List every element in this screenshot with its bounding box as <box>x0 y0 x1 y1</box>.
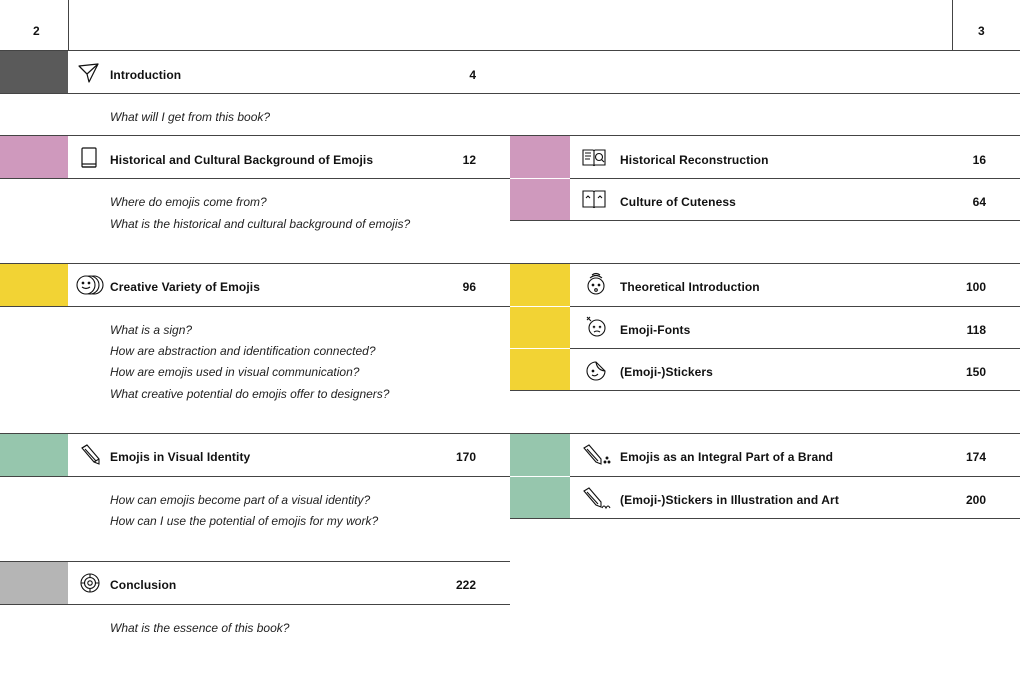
section-page-visual-identity: 170 <box>455 450 476 464</box>
question: What is a sign? <box>110 323 193 337</box>
right-page-divider <box>952 0 953 50</box>
chapter-rule <box>570 348 1020 349</box>
chapter-rule <box>570 178 1020 179</box>
conclusion-rule <box>0 604 510 605</box>
chapter-rule <box>510 220 1020 221</box>
section-page-historical: 12 <box>462 153 476 167</box>
chapter-page: 118 <box>966 323 986 337</box>
historical-rule-left <box>0 178 510 179</box>
book-icon <box>77 146 101 170</box>
question: What will I get from this book? <box>110 110 271 124</box>
right-page-number: 3 <box>978 24 985 38</box>
chapter-title[interactable]: Theoretical Introduction <box>620 280 760 294</box>
stacked-smileys-icon <box>75 273 105 297</box>
visual-bottom-rule <box>0 561 510 562</box>
chapter-rule <box>570 306 1020 307</box>
conclusion-color-bar <box>0 562 68 604</box>
creative-color-bar <box>0 264 68 306</box>
creative-rule-left <box>0 306 510 307</box>
chapter-title[interactable]: (Emoji-)Stickers <box>620 365 713 379</box>
section-page-conclusion: 222 <box>455 578 476 592</box>
chapter-divider <box>510 476 570 477</box>
section-title-conclusion[interactable]: Conclusion <box>110 578 177 592</box>
question: How are emojis used in visual communication? <box>110 365 360 379</box>
open-book-cute-icon <box>582 187 606 211</box>
visual-rule-left <box>0 476 510 477</box>
question: What is the essence of this book? <box>110 621 290 635</box>
thinking-face-icon <box>584 272 608 296</box>
dizzy-face-icon <box>584 314 608 338</box>
chapter-title[interactable]: Emojis as an Integral Part of a Brand <box>620 450 834 464</box>
question: How can I use the potential of emojis for my work? <box>110 514 379 528</box>
chapter-rule <box>510 390 1020 391</box>
chapter-divider <box>510 178 570 179</box>
question: How are abstraction and identification connected? <box>110 344 376 358</box>
book-magnifier-icon <box>582 145 606 169</box>
left-page-number: 2 <box>33 24 40 38</box>
chapter-page: 200 <box>965 493 986 507</box>
intro-color-bar <box>0 51 68 93</box>
chapter-page: 174 <box>965 450 986 464</box>
section-page-creative: 96 <box>462 280 476 294</box>
left-page-divider <box>68 0 69 50</box>
section-title-visual-identity[interactable]: Emojis in Visual Identity <box>110 450 251 464</box>
chapter-page: 16 <box>972 153 986 167</box>
section-title-historical[interactable]: Historical and Cultural Background of Emojis <box>110 153 374 167</box>
historical-color-bar <box>0 136 68 178</box>
pencil-squiggle-icon <box>583 486 613 510</box>
chapter-title[interactable]: (Emoji-)Stickers in Illustration and Art <box>620 493 839 507</box>
intro-rule <box>0 93 1020 94</box>
chapter-rule <box>510 518 1020 519</box>
question: How can emojis become part of a visual identity? <box>110 493 371 507</box>
paper-plane-icon <box>77 61 101 85</box>
question: What is the historical and cultural background of emojis? <box>110 217 411 231</box>
chapter-page: 150 <box>965 365 986 379</box>
chapter-page: 100 <box>965 280 986 294</box>
pencil-dots-icon <box>583 443 611 467</box>
section-page-introduction: 4 <box>469 68 476 82</box>
sticker-face-icon <box>584 359 608 383</box>
header-rule <box>0 50 1020 51</box>
chapter-title[interactable]: Emoji-Fonts <box>620 323 691 337</box>
section-title-creative[interactable]: Creative Variety of Emojis <box>110 280 260 294</box>
chapter-rule <box>570 476 1020 477</box>
question: What creative potential do emojis offer to designers? <box>110 387 390 401</box>
section-title-introduction[interactable]: Introduction <box>110 68 182 82</box>
chapter-title[interactable]: Historical Reconstruction <box>620 153 769 167</box>
chapter-divider <box>510 306 570 307</box>
visual-color-bar <box>0 434 68 476</box>
chapter-title[interactable]: Culture of Cuteness <box>620 195 736 209</box>
target-icon <box>78 571 102 595</box>
question: Where do emojis come from? <box>110 195 267 209</box>
creative-chapter-bar <box>510 264 570 390</box>
chapter-page: 64 <box>972 195 986 209</box>
chapter-divider <box>510 348 570 349</box>
pencil-icon <box>79 443 103 467</box>
